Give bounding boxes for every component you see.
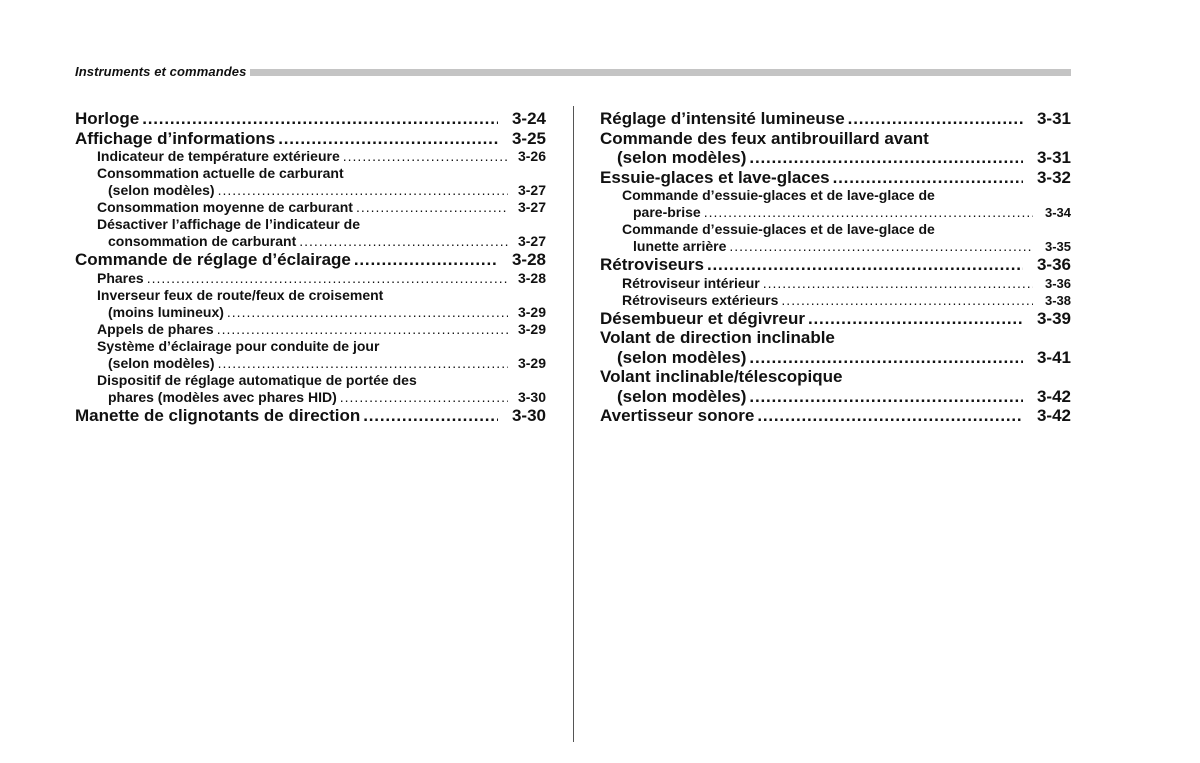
toc-page-number: 3-41 xyxy=(1036,347,1071,367)
toc-subentry[interactable] xyxy=(75,165,546,199)
toc-entry-title-line: Appels de phares xyxy=(97,320,214,337)
toc-page-number: 3-36 xyxy=(1036,255,1071,274)
toc-entry-title-line: lunette arrière xyxy=(633,238,727,254)
toc-column-right xyxy=(600,109,1071,426)
toc-entry-title-line: Indicateur de température extérieure xyxy=(97,148,340,164)
toc-entry[interactable] xyxy=(75,406,546,426)
toc-entry-title-line: Commande des feux antibrouillard avant xyxy=(600,128,929,148)
toc-entry[interactable] xyxy=(600,129,1071,168)
toc-entry-title-line: Rétroviseurs xyxy=(600,255,704,274)
toc-entry-title xyxy=(97,372,514,406)
toc-entry-title xyxy=(97,270,514,287)
toc-entry-title xyxy=(97,199,514,216)
dot-leader xyxy=(227,304,508,321)
toc-entry-title-line: (selon modèles) xyxy=(617,148,747,167)
toc-entry-title xyxy=(97,148,514,165)
toc-subentry[interactable] xyxy=(600,187,1071,221)
toc-entry-title-line: Phares xyxy=(97,269,144,286)
dot-leader xyxy=(808,309,1023,329)
toc-entry-title-line: Horloge xyxy=(75,109,140,128)
toc-page-number: 3-28 xyxy=(511,250,546,269)
toc-page-number: 3-27 xyxy=(517,233,546,249)
toc-entry-title-line: Consommation moyenne de carburant xyxy=(97,199,353,215)
toc-subentry[interactable] xyxy=(75,287,546,321)
toc-entry[interactable] xyxy=(600,255,1071,275)
toc-page-number: 3-30 xyxy=(517,388,546,405)
toc-entry-title xyxy=(622,292,1039,309)
toc-entry-title-line: Commande d’essuie-glaces et de lave-glace de xyxy=(622,187,935,203)
toc-entry-title-line: Commande d’essuie-glaces et de lave-glace de xyxy=(622,221,935,237)
section-header-title: Instruments et commandes xyxy=(75,64,250,79)
toc-entry-title xyxy=(97,216,514,250)
toc-entry-title-line: Rétroviseur intérieur xyxy=(622,274,760,291)
toc-entry-title-line: Avertisseur sonore xyxy=(600,406,755,425)
toc-subentry[interactable] xyxy=(75,372,546,406)
toc-entry-title-line: (moins lumineux) xyxy=(108,303,224,320)
dot-leader xyxy=(781,292,1033,309)
toc-subentry[interactable] xyxy=(75,216,546,250)
toc-entry[interactable] xyxy=(600,109,1071,129)
toc-entry-title-line: phares (modèles avec phares HID) xyxy=(108,388,337,405)
toc-entry-title-line: (selon modèles) xyxy=(617,347,747,367)
toc-entry-title xyxy=(97,165,514,199)
dot-leader xyxy=(749,348,1023,368)
dot-leader xyxy=(218,355,508,372)
toc-page-number: 3-35 xyxy=(1044,239,1071,254)
toc-page-number: 3-29 xyxy=(517,303,546,320)
toc-page-number: 3-31 xyxy=(1036,109,1071,128)
toc-subentry[interactable] xyxy=(75,270,546,287)
toc-entry[interactable] xyxy=(75,109,546,129)
dot-leader xyxy=(749,148,1023,168)
toc-page-number: 3-34 xyxy=(1044,205,1071,220)
toc-entry-title-line: (selon modèles) xyxy=(617,386,747,406)
dot-leader xyxy=(354,250,498,270)
toc-entry[interactable] xyxy=(600,328,1071,367)
toc-entry[interactable] xyxy=(600,309,1071,329)
dot-leader xyxy=(833,168,1023,188)
toc-entry-title xyxy=(600,328,1029,367)
toc-page-number: 3-28 xyxy=(517,269,546,286)
toc-entry-title-line: Rétroviseurs extérieurs xyxy=(622,291,779,308)
toc-page-number: 3-42 xyxy=(1036,406,1071,425)
toc-page-number: 3-29 xyxy=(517,354,546,371)
toc-page-number: 3-24 xyxy=(511,109,546,128)
dot-leader xyxy=(763,275,1033,292)
toc-subentry[interactable] xyxy=(75,321,546,338)
dot-leader xyxy=(218,182,508,199)
toc-entry-title xyxy=(600,309,1029,329)
toc-entry-title-line: (selon modèles) xyxy=(108,354,215,371)
dot-leader xyxy=(217,321,508,338)
dot-leader xyxy=(356,199,508,216)
toc-subentry[interactable] xyxy=(600,292,1071,309)
toc-entry[interactable] xyxy=(75,250,546,270)
toc-page-number: 3-27 xyxy=(517,199,546,215)
toc-entry-title xyxy=(622,187,1039,221)
toc-entry-title xyxy=(97,338,514,372)
toc-page-number: 3-36 xyxy=(1044,275,1071,291)
toc-entry-title xyxy=(75,109,504,129)
toc-entry[interactable] xyxy=(600,406,1071,426)
toc-entry-title-line: pare-brise xyxy=(633,204,701,220)
toc-page-number: 3-38 xyxy=(1044,292,1071,308)
toc-page-number: 3-31 xyxy=(1036,148,1071,167)
toc-entry-title xyxy=(75,250,504,270)
dot-leader xyxy=(707,255,1023,275)
toc-entry-title-line: Réglage d’intensité lumineuse xyxy=(600,109,845,128)
toc-page-number: 3-27 xyxy=(517,182,546,198)
dot-leader xyxy=(340,389,508,406)
toc-page-number: 3-29 xyxy=(517,320,546,337)
toc-entry-title xyxy=(622,221,1039,255)
toc-entry[interactable] xyxy=(600,367,1071,406)
toc-entry-title-line: (selon modèles) xyxy=(108,182,215,198)
toc-subentry[interactable] xyxy=(600,275,1071,292)
toc-entry-title-line: consommation de carburant xyxy=(108,233,297,249)
toc-entry-title xyxy=(600,255,1029,275)
dot-leader xyxy=(147,270,508,287)
toc-subentry[interactable] xyxy=(75,338,546,372)
dot-leader xyxy=(757,406,1023,426)
toc-page-number: 3-26 xyxy=(517,148,546,164)
toc-entry-title xyxy=(97,287,514,321)
toc-entry-title-line: Désembueur et dégivreur xyxy=(600,308,806,328)
dot-leader xyxy=(729,238,1033,255)
dot-leader xyxy=(848,109,1023,129)
dot-leader xyxy=(299,233,508,250)
toc-page-number: 3-42 xyxy=(1036,386,1071,406)
dot-leader xyxy=(278,129,498,149)
toc-entry-title-line: Essuie-glaces et lave-glaces xyxy=(600,167,830,187)
toc-page-number: 3-25 xyxy=(511,128,546,148)
toc-entry-title-line: Désactiver l’affichage de l’indicateur de xyxy=(97,216,360,232)
toc-entry-title-line: Volant de direction inclinable xyxy=(600,328,835,347)
toc-entry-title xyxy=(600,367,1029,406)
toc-subentry[interactable] xyxy=(75,148,546,165)
dot-leader xyxy=(142,109,498,129)
toc-entry[interactable] xyxy=(600,168,1071,188)
toc-entry-title-line: Volant inclinable/télescopique xyxy=(600,367,843,386)
toc-entry-title xyxy=(600,129,1029,168)
toc-entry-title-line: Affichage d’informations xyxy=(75,128,276,148)
toc-entry-title xyxy=(622,275,1039,292)
toc-entry-title-line: Inverseur feux de route/feux de croisement xyxy=(97,286,384,303)
toc-entry-title xyxy=(600,406,1029,426)
dot-leader xyxy=(704,204,1033,221)
toc-column-left xyxy=(75,109,546,425)
toc-entry-title-line: Commande de réglage d’éclairage xyxy=(75,250,351,269)
toc-entry-title xyxy=(600,109,1029,129)
dot-leader xyxy=(749,387,1023,407)
dot-leader xyxy=(363,406,498,426)
dot-leader xyxy=(343,148,508,165)
toc-entry[interactable] xyxy=(75,129,546,149)
toc-entry-title-line: Dispositif de réglage automatique de portée des xyxy=(97,371,417,388)
toc-page-number: 3-39 xyxy=(1036,308,1071,328)
toc-page-number: 3-32 xyxy=(1036,167,1071,187)
toc-entry-title xyxy=(75,406,504,426)
toc-entry-title-line: Manette de clignotants de direction xyxy=(75,405,361,425)
toc-entry-title-line: Consommation actuelle de carburant xyxy=(97,165,344,181)
toc-entry-title-line: Système d’éclairage pour conduite de jour xyxy=(97,337,380,354)
toc-subentry[interactable] xyxy=(600,221,1071,255)
column-divider xyxy=(573,106,574,742)
toc-entry-title xyxy=(75,129,504,149)
toc-page-number: 3-30 xyxy=(511,405,546,425)
toc-entry-title xyxy=(600,168,1029,188)
toc-subentry[interactable] xyxy=(75,199,546,216)
toc-entry-title xyxy=(97,321,514,338)
